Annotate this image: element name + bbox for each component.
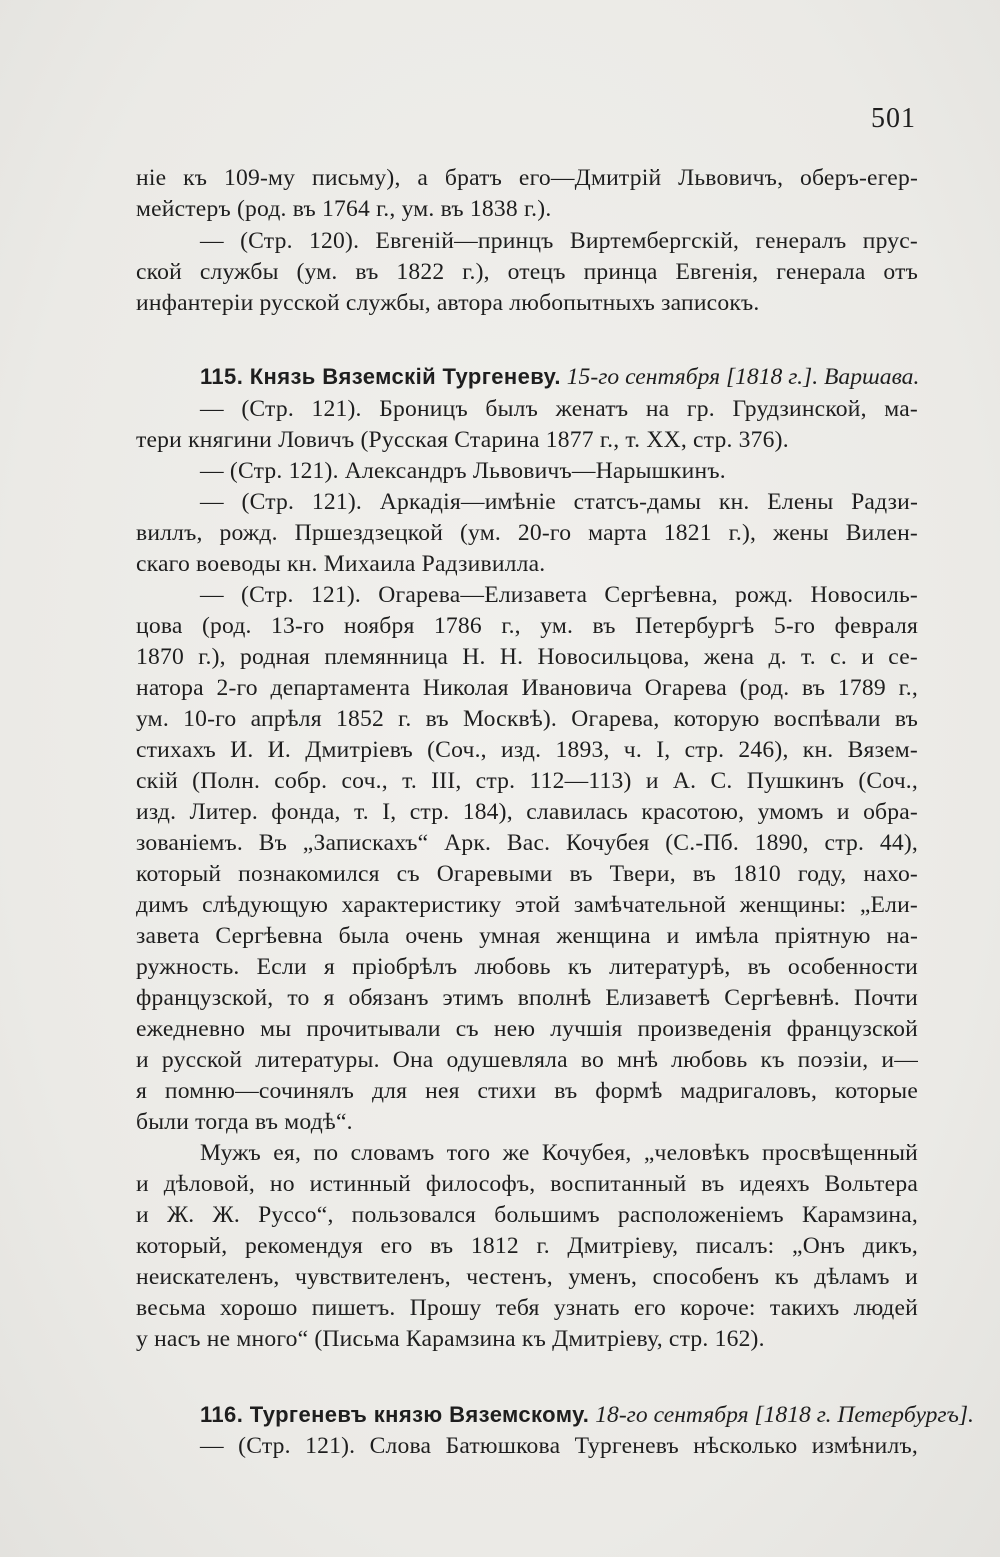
letter-heading-116 (200, 1399, 974, 1431)
text-line: виллъ, рожд. Пршездзецкой (ум. 20-го марта 1821 г.), жены Вилен- (136, 520, 918, 546)
text-line: скаго воеводы кн. Михаила Радзивилла. (136, 551, 546, 577)
text-line: я помню—сочинялъ для нея стихи въ формѣ мадригаловъ, которые (136, 1078, 918, 1104)
text-line: — (Стр. 121). Броницъ былъ женатъ на гр. Грудзинской, ма- (200, 396, 918, 422)
letter-date-place: 15-го сентября [1818 г.]. Варшава. (566, 364, 920, 390)
text-line: стихахъ И. И. Дмитріевъ (Соч., изд. 1893, ч. I, стр. 246), кн. Вязем- (136, 737, 918, 763)
text-line: и дѣловой, но истинный философъ, воспитанный въ идеяхъ Вольтера (136, 1171, 918, 1197)
text-line: — (Стр. 121). Александръ Львовичъ—Нарышкинъ. (200, 458, 726, 484)
text-line: натора 2-го департамента Николая Ивановича Огарева (род. въ 1789 г., (136, 675, 918, 701)
text-line: весьма хорошо пишетъ. Прошу тебя узнать его короче: такихъ людей (136, 1295, 918, 1321)
text-line: — (Стр. 120). Евгеній—принцъ Виртембергскій, генералъ прус- (200, 228, 918, 254)
text-line: ум. 10-го апрѣля 1852 г. въ Москвѣ). Огарева, которую воспѣвали въ (136, 706, 918, 732)
text-line: — (Стр. 121). Огарева—Елизавета Сергѣевна, рожд. Новосиль- (200, 582, 918, 608)
text-line: французской, то я обязанъ этимъ вполнѣ Елизаветѣ Сергѣевнѣ. Почти (136, 985, 918, 1011)
text-line: зованіемъ. Въ „Запискахъ“ Арк. Вас. Кочубея (С.-Пб. 1890, стр. 44), (136, 830, 918, 856)
text-line: изд. Литер. фонда, т. I, стр. 184), славилась красотою, умомъ и обра- (136, 799, 918, 825)
text-line: тери княгини Ловичъ (Русская Старина 1877 г., т. XX, стр. 376). (136, 427, 789, 453)
text-line: завета Сергѣевна была очень умная женщина и имѣла пріятную на- (136, 923, 918, 949)
letter-title: 115. Князь Вяземскій Тургеневу. (200, 364, 561, 389)
text-line: были тогда въ модѣ“. (136, 1109, 353, 1135)
text-line: у насъ не много“ (Письма Карамзина къ Дмитріеву, стр. 162). (136, 1326, 765, 1352)
text-line: — (Стр. 121). Слова Батюшкова Тургеневъ нѣсколько измѣнилъ, (200, 1433, 918, 1459)
letter-date-place: 18-го сентября [1818 г. Петербургъ]. (595, 1402, 974, 1428)
text-line: димъ слѣдующую характеристику этой замѣчательной женщины: „Ели- (136, 892, 918, 918)
letter-heading-115 (200, 361, 918, 393)
text-line: и Ж. Ж. Руссо“, пользовался большимъ расположеніемъ Карамзина, (136, 1202, 918, 1228)
text-line: цова (род. 13-го ноября 1786 г., ум. въ Петербургѣ 5-го февраля (136, 613, 918, 639)
text-line: Мужъ ея, по словамъ того же Кочубея, „человѣкъ просвѣщенный (200, 1140, 918, 1166)
text-line: который, рекомендуя его въ 1812 г. Дмитріеву, писалъ: „Онъ дикъ, (136, 1233, 918, 1259)
text-line: неискателенъ, чувствителенъ, честенъ, уменъ, способенъ къ дѣламъ и (136, 1264, 918, 1290)
text-line: — (Стр. 121). Аркадія—имѣніе статсъ-дамы кн. Елены Радзи- (200, 489, 918, 515)
text-line: ружность. Если я пріобрѣлъ любовь къ литературѣ, въ особенности (136, 954, 918, 980)
text-line: который познакомился съ Огаревыми въ Твери, въ 1810 году, нахо- (136, 861, 918, 887)
text-line: инфантеріи русской службы, автора любопытныхъ записокъ. (136, 290, 760, 316)
page-number: 501 (871, 103, 916, 134)
text-line: мейстеръ (род. въ 1764 г., ум. въ 1838 г.). (136, 196, 552, 222)
text-line: скій (Полн. собр. соч., т. III, стр. 112—113) и А. С. Пушкинъ (Соч., (136, 768, 918, 794)
text-line: ніе къ 109-му письму), а братъ его—Дмитрій Львовичъ, оберъ-егер- (136, 165, 918, 191)
text-line: 1870 г.), родная племянница Н. Н. Новосильцова, жена д. т. с. и се- (136, 644, 918, 670)
text-line: ской службы (ум. въ 1822 г.), отецъ принца Евгенія, генерала отъ (136, 259, 918, 285)
letter-title: 116. Тургеневъ князю Вяземскому. (200, 1402, 590, 1427)
text-line: и русской литературы. Она одушевляла во мнѣ любовь къ поэзіи, и— (136, 1047, 918, 1073)
text-line: ежедневно мы прочитывали съ нею лучшія произведенія французской (136, 1016, 918, 1042)
